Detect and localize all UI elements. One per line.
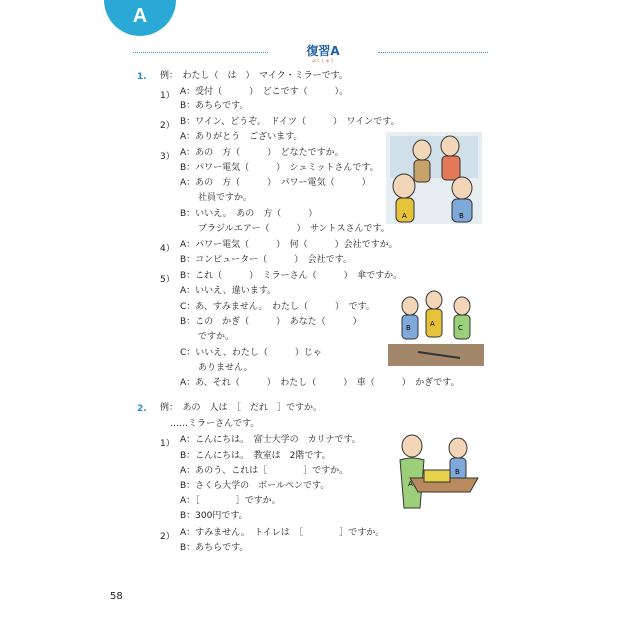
section-title-ruby: ふくしゅう — [311, 59, 335, 64]
dialogue-line: A：あ、それ（ ） わたし（ ） 車（ ） かぎです。 — [180, 378, 460, 388]
dialogue-line: A：あの 方（ ） パワー電気（ ） — [180, 178, 371, 188]
exercise-2-example-answer: ……ミラーさんです。 — [170, 419, 260, 429]
dialogue-line: A：こんにちは。 富士大学の カリナです。 — [180, 435, 361, 445]
dialogue-line: B：あちらです。 — [180, 101, 249, 111]
badge-letter: A — [132, 5, 148, 27]
title-rule-left — [133, 52, 268, 53]
umbrella-key-illustration — [388, 284, 484, 366]
dialogue-line: B：ワイン、どうぞ。 ドイツ（ ） ワインです。 — [180, 117, 400, 127]
dialogue-line: B：この かぎ（ ） あなた（ ） — [180, 317, 362, 327]
dialogue-line: B：これ（ ） ミラーさん（ ） 傘ですか。 — [180, 271, 403, 281]
exercise-1-number: 1. — [137, 72, 147, 82]
dialogue-line: C：いいえ、わたし（ ）じゃ — [180, 348, 322, 358]
dialogue-line: B：パワー電気（ ） シュミットさんです。 — [180, 163, 379, 173]
figure-label: A — [430, 320, 435, 328]
dialogue-line: ですか。 — [180, 332, 235, 342]
figure-label: B — [459, 212, 464, 220]
item-label: 1） — [160, 439, 175, 449]
section-title — [268, 42, 378, 64]
dialogue-line: A：パワー電気（ ） 何（ ）会社ですか。 — [180, 240, 398, 250]
dialogue-line: A：あのう、これは［ ］ですか。 — [180, 466, 349, 476]
figure-label: A — [402, 212, 407, 220]
dialogue-line: ありません。 — [180, 363, 253, 373]
section-badge — [104, 0, 176, 36]
party-illustration — [386, 132, 482, 224]
item-label: 5） — [160, 275, 175, 285]
exercise-1-example: 例： わたし（ は ） マイク・ミラーです。 — [160, 71, 348, 81]
section-title-text: 復習A — [306, 44, 340, 58]
dialogue-line: A：すみません。 トイレは ［ ］ですか。 — [180, 528, 385, 538]
item-label: 3） — [160, 152, 175, 162]
page-number: 58 — [110, 591, 123, 602]
dialogue-line: 社員ですか。 — [180, 193, 253, 203]
dialogue-line: B：あちらです。 — [180, 543, 249, 553]
dialogue-line: A：いいえ、違います。 — [180, 286, 276, 296]
figure-label: A — [408, 480, 413, 488]
figure-label: B — [455, 468, 460, 476]
dialogue-line: ブラジルエアー（ ） サントスさんです。 — [180, 224, 390, 234]
item-label: 1） — [160, 91, 175, 101]
title-rule-right — [378, 52, 488, 53]
item-label: 2） — [160, 121, 175, 131]
dialogue-line: B：いいえ。 あの 方（ ） — [180, 209, 318, 219]
exercise-2-example: 例： あの 人は ［ だれ ］ですか。 — [160, 403, 323, 413]
dialogue-line: B：300円です。 — [180, 511, 248, 521]
exercise-2-number: 2. — [137, 404, 147, 414]
dialogue-line: A：あの 方（ ） どなたですか。 — [180, 148, 344, 158]
item-label: 4） — [160, 244, 175, 254]
figure-label: C — [458, 324, 463, 332]
dialogue-line: A：ありがとう ございます。 — [180, 132, 303, 142]
dialogue-line: B：コンピューター（ ） 会社です。 — [180, 255, 352, 265]
shop-counter-illustration — [390, 430, 482, 522]
item-label: 2） — [160, 532, 175, 542]
dialogue-line: C：あ、すみません。 わたし（ ） です。 — [180, 302, 375, 312]
dialogue-line: A：［ ］ですか。 — [180, 496, 281, 506]
dialogue-line: B：こんにちは。 教室は 2階です。 — [180, 451, 331, 461]
dialogue-line: A：受付（ ） どこです（ ）。 — [180, 87, 349, 97]
dialogue-line: B：さくら大学の ボールペンです。 — [180, 481, 330, 491]
figure-label: B — [406, 324, 411, 332]
